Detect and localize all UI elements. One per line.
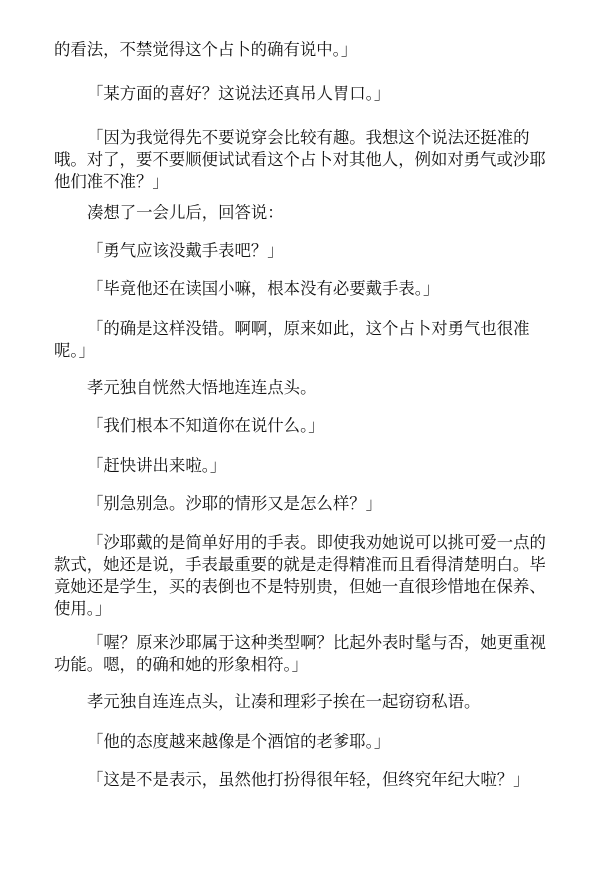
paragraph-dialogue: 「喔？原来沙耶属于这种类型啊？比起外表时髦与否，她更重视功能。嗯，的确和她的形象相符。」 <box>54 633 546 674</box>
paragraph-dialogue: 「他的态度越来越像是个酒馆的老爹耶。」 <box>87 732 391 751</box>
paragraph-narration: 凑想了一会儿后，回答说： <box>87 203 284 222</box>
paragraph-dialogue: 「赶快讲出来啦。」 <box>87 456 227 475</box>
paragraph-dialogue: 「别急别急。沙耶的情形又是怎么样？」 <box>87 494 383 513</box>
paragraph-dialogue: 「毕竟他还在读国小嘛，根本没有必要戴手表。」 <box>87 279 440 298</box>
paragraph-narration: 孝元独自连连点头，让凑和理彩子挨在一起窃窃私语。 <box>87 692 481 711</box>
paragraph-continuation: 的看法，不禁觉得这个占卜的确有说中。」 <box>54 40 358 59</box>
paragraph-dialogue: 「勇气应该没戴手表吧？」 <box>87 241 284 260</box>
paragraph-dialogue: 「的确是这样没错。啊啊，原来如此，这个占卜对勇气也很准呢。」 <box>54 319 530 360</box>
paragraph-dialogue: 「某方面的喜好？这说法还真吊人胃口。」 <box>87 84 391 103</box>
paragraph-dialogue: 「这是不是表示，虽然他打扮得很年轻，但终究年纪大啦？」 <box>87 770 530 789</box>
paragraph-dialogue: 「沙耶戴的是简单好用的手表。即使我劝她说可以挑可爱一点的款式，她还是说，手表最重要的就是走得精准而且看得清楚明白。毕竟她还是学生，买的表倒也不是特别贵，但她一直很珍惜地在保养、使用。」 <box>54 533 546 618</box>
paragraph-dialogue: 「因为我觉得先不要说穿会比较有趣。我想这个说法还挺准的哦。对了，要不要顺便试试看这个占卜对其他人，例如对勇气或沙耶他们准不准？」 <box>54 128 546 191</box>
paragraph-narration: 孝元独自恍然大悟地连连点头。 <box>87 378 317 397</box>
paragraph-dialogue: 「我们根本不知道你在说什么。」 <box>87 416 325 435</box>
